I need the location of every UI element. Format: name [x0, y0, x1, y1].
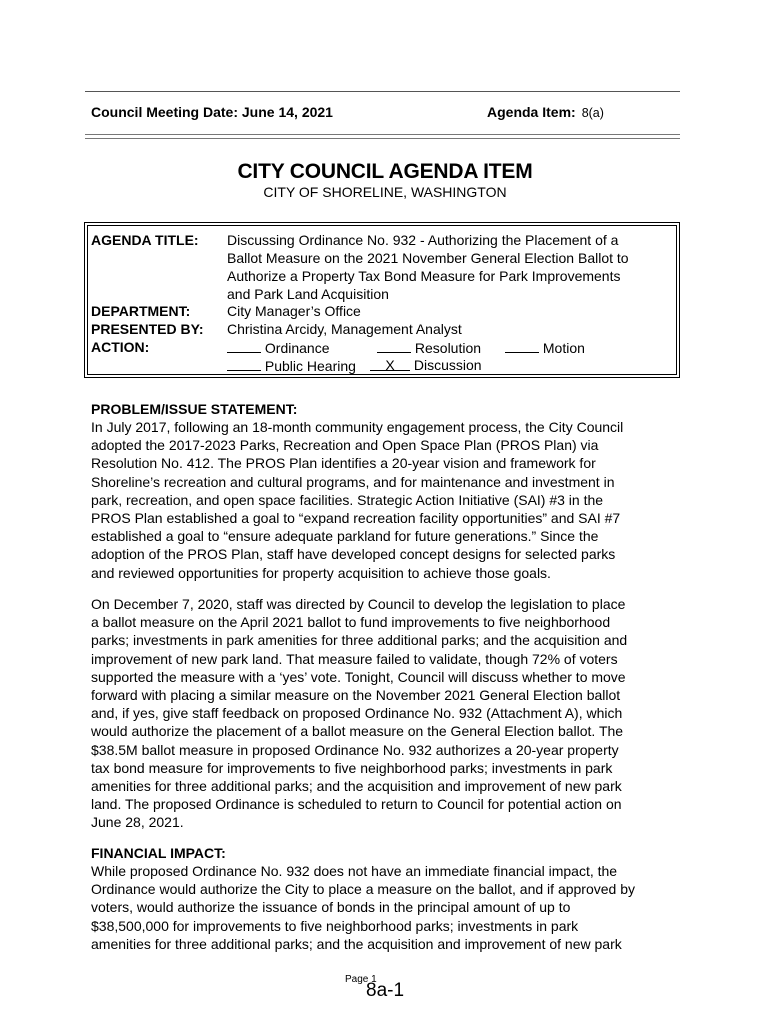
text-line: supported the measure with a ‘yes’ vote. Tonight, Council will discuss whether to move — [91, 668, 626, 685]
agenda-item-value: 8(a) — [581, 106, 604, 120]
text-line: forward with placing a similar measure on the November 2021 General Election ballot — [91, 687, 621, 704]
presented-by-label: PRESENTED BY: — [91, 321, 204, 337]
financial-paragraph — [91, 862, 681, 953]
agenda-title-line: Discussing Ordinance No. 932 - Authorizing the Placement of a — [227, 232, 619, 248]
text-line: $38,500,000 for improvements to five neighborhood parks; investments in park — [91, 917, 579, 934]
meeting-date: Council Meeting Date: June 14, 2021 — [91, 104, 333, 120]
resolution-checkbox-blank — [377, 338, 411, 353]
text-line: voters, would authorize the issuance of bonds in the principal amount of up to — [91, 899, 571, 916]
action-resolution — [377, 338, 481, 357]
action-ordinance — [227, 338, 329, 357]
text-line: parks; investments in park amenities for three additional parks; and the acquisition and — [91, 632, 628, 649]
action-discussion — [370, 356, 482, 374]
text-line: amenities for three additional parks; and the acquisition and improvement of new park — [91, 778, 622, 795]
text-line: Resolution No. 412. The PROS Plan identifies a 20-year vision and framework for — [91, 455, 596, 472]
ordinance-label: Ordinance — [264, 340, 330, 356]
header-rule-2 — [85, 138, 680, 139]
text-line: While proposed Ordinance No. 932 does not have an immediate financial impact, the — [91, 863, 618, 879]
problem-paragraph-2 — [91, 595, 681, 832]
text-line: June 28, 2021. — [91, 814, 184, 831]
text-line: park, recreation, and open space facilities. Strategic Action Initiative (SAI) #3 in the — [91, 491, 604, 508]
text-line: land. The proposed Ordinance is scheduled to return to Council for potential action on — [91, 796, 622, 813]
discussion-checkbox-mark: X — [370, 356, 410, 371]
text-line: adoption of the PROS Plan, staff have developed concept designs for selected parks — [91, 546, 616, 563]
text-line: $38.5M ballot measure in proposed Ordinance No. 932 authorizes a 20-year property — [91, 741, 619, 758]
page-title: CITY COUNCIL AGENDA ITEM — [237, 160, 533, 183]
action-public-hearing — [227, 356, 356, 375]
resolution-label: Resolution — [414, 340, 482, 356]
agenda-item-label: Agenda Item: — [487, 104, 576, 120]
page-subtitle: CITY OF SHORELINE, WASHINGTON — [263, 184, 507, 200]
department-label: DEPARTMENT: — [91, 303, 191, 319]
header-rule-1 — [85, 134, 680, 135]
footer-page-number: 8a-1 — [366, 980, 405, 1001]
agenda-title-label: AGENDA TITLE: — [91, 232, 199, 248]
text-line: amenities for three additional parks; and the acquisition and improvement of new park — [91, 935, 622, 952]
text-line: a ballot measure on the April 2021 ballot to fund improvements to five neighborhood — [91, 614, 611, 631]
text-line: tax bond measure for improvements to five neighborhood parks; investments in park — [91, 759, 613, 776]
ordinance-checkbox-blank — [227, 338, 261, 353]
text-line: Ordinance would authorize the City to place a measure on the ballot, and if approved by — [91, 881, 635, 898]
agenda-title-line: and Park Land Acquisition — [227, 286, 389, 302]
agenda-title-line: Ballot Measure on the 2021 November General Election Ballot to — [227, 250, 629, 266]
motion-label: Motion — [542, 340, 585, 356]
text-line: and, if yes, give staff feedback on proposed Ordinance No. 932 (Attachment A), which — [91, 705, 623, 722]
text-line: In July 2017, following an 18-month community engagement process, the City Council — [91, 419, 624, 435]
motion-checkbox-blank — [505, 338, 539, 353]
text-line: would authorize the placement of a ballot measure on the General Election ballot. The — [91, 723, 624, 740]
text-line: PROS Plan established a goal to “expand recreation facility opportunities” and SAI #7 — [91, 510, 621, 527]
agenda-item — [487, 104, 604, 120]
action-motion — [505, 338, 585, 357]
financial-heading: FINANCIAL IMPACT: — [91, 845, 226, 861]
text-line: Shoreline’s recreation and cultural programs, and for maintenance and investment in — [91, 473, 615, 490]
problem-heading: PROBLEM/ISSUE STATEMENT: — [91, 401, 298, 417]
presented-by-value: Christina Arcidy, Management Analyst — [227, 321, 462, 337]
problem-paragraph-1 — [91, 418, 681, 582]
header-top-rule — [85, 91, 680, 92]
agenda-title-line: Authorize a Property Tax Bond Measure for Park Improvements — [227, 268, 621, 284]
footer-page-label: Page 1 — [345, 974, 377, 985]
department-value: City Manager’s Office — [227, 303, 361, 319]
public-hearing-label: Public Hearing — [264, 358, 356, 374]
text-line: adopted the 2017-2023 Parks, Recreation and Open Space Plan (PROS Plan) via — [91, 437, 599, 454]
public-hearing-checkbox-blank — [227, 356, 261, 371]
discussion-label: Discussion — [413, 357, 482, 373]
text-line: established a goal to “ensure adequate parkland for future generations.” Since the — [91, 528, 599, 545]
text-line: and reviewed opportunities for property acquisition to achieve those goals. — [91, 564, 551, 581]
agenda-title-value — [227, 231, 672, 303]
text-line: On December 7, 2020, staff was directed by Council to develop the legislation to place — [91, 596, 626, 612]
action-label: ACTION: — [91, 339, 150, 355]
text-line: improvement of new park land. That measure failed to validate, though 72% of voters — [91, 650, 618, 667]
